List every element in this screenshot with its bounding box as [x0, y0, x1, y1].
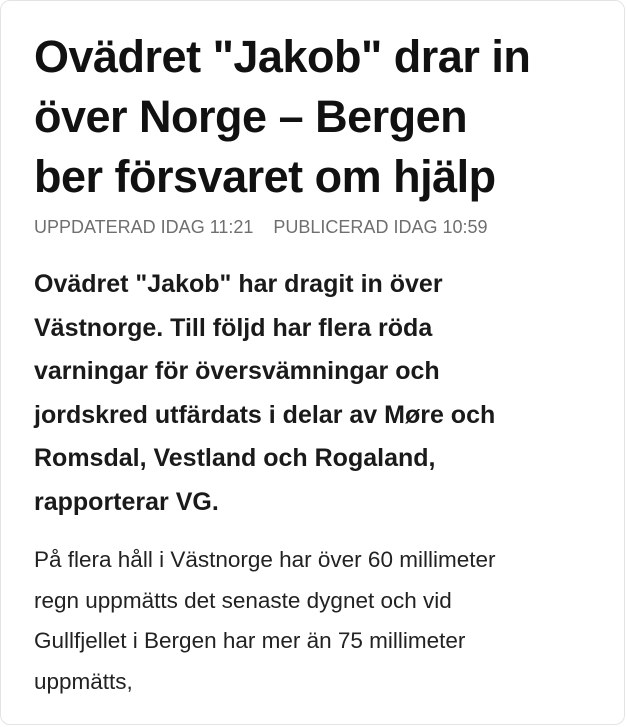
body-line: På flera håll i Västnorge har över 60 millimeter	[34, 547, 496, 572]
headline-line: ber försvaret om hjälp	[34, 151, 496, 202]
body-line: uppmätts,	[34, 668, 133, 694]
article-body	[34, 540, 609, 702]
lead-line: rapporterar VG.	[34, 487, 219, 516]
lead-line: varningar för översvämningar och	[34, 357, 440, 385]
lead-line: Romsdal, Vestland och Rogaland,	[34, 444, 436, 472]
published-timestamp: PUBLICERAD IDAG 10:59	[273, 217, 488, 237]
headline-line: över Norge – Bergen	[34, 91, 468, 142]
lead-line: Västnorge. Till följd har flera röda	[34, 313, 433, 342]
updated-timestamp: UPPDATERAD IDAG 11:21	[34, 217, 254, 237]
body-line: regn uppmätts det senaste dygnet och vid	[34, 587, 452, 613]
headline-line: Ovädret "Jakob" drar in	[34, 31, 531, 82]
lead-line: Ovädret "Jakob" har dragit in över	[34, 270, 443, 298]
article-headline	[34, 27, 614, 207]
body-line: Gullfjellet i Bergen har mer än 75 millimeter	[34, 628, 466, 653]
article-lead	[34, 263, 609, 524]
article-meta	[34, 215, 488, 239]
lead-line: jordskred utfärdats i delar av Møre och	[34, 400, 496, 429]
